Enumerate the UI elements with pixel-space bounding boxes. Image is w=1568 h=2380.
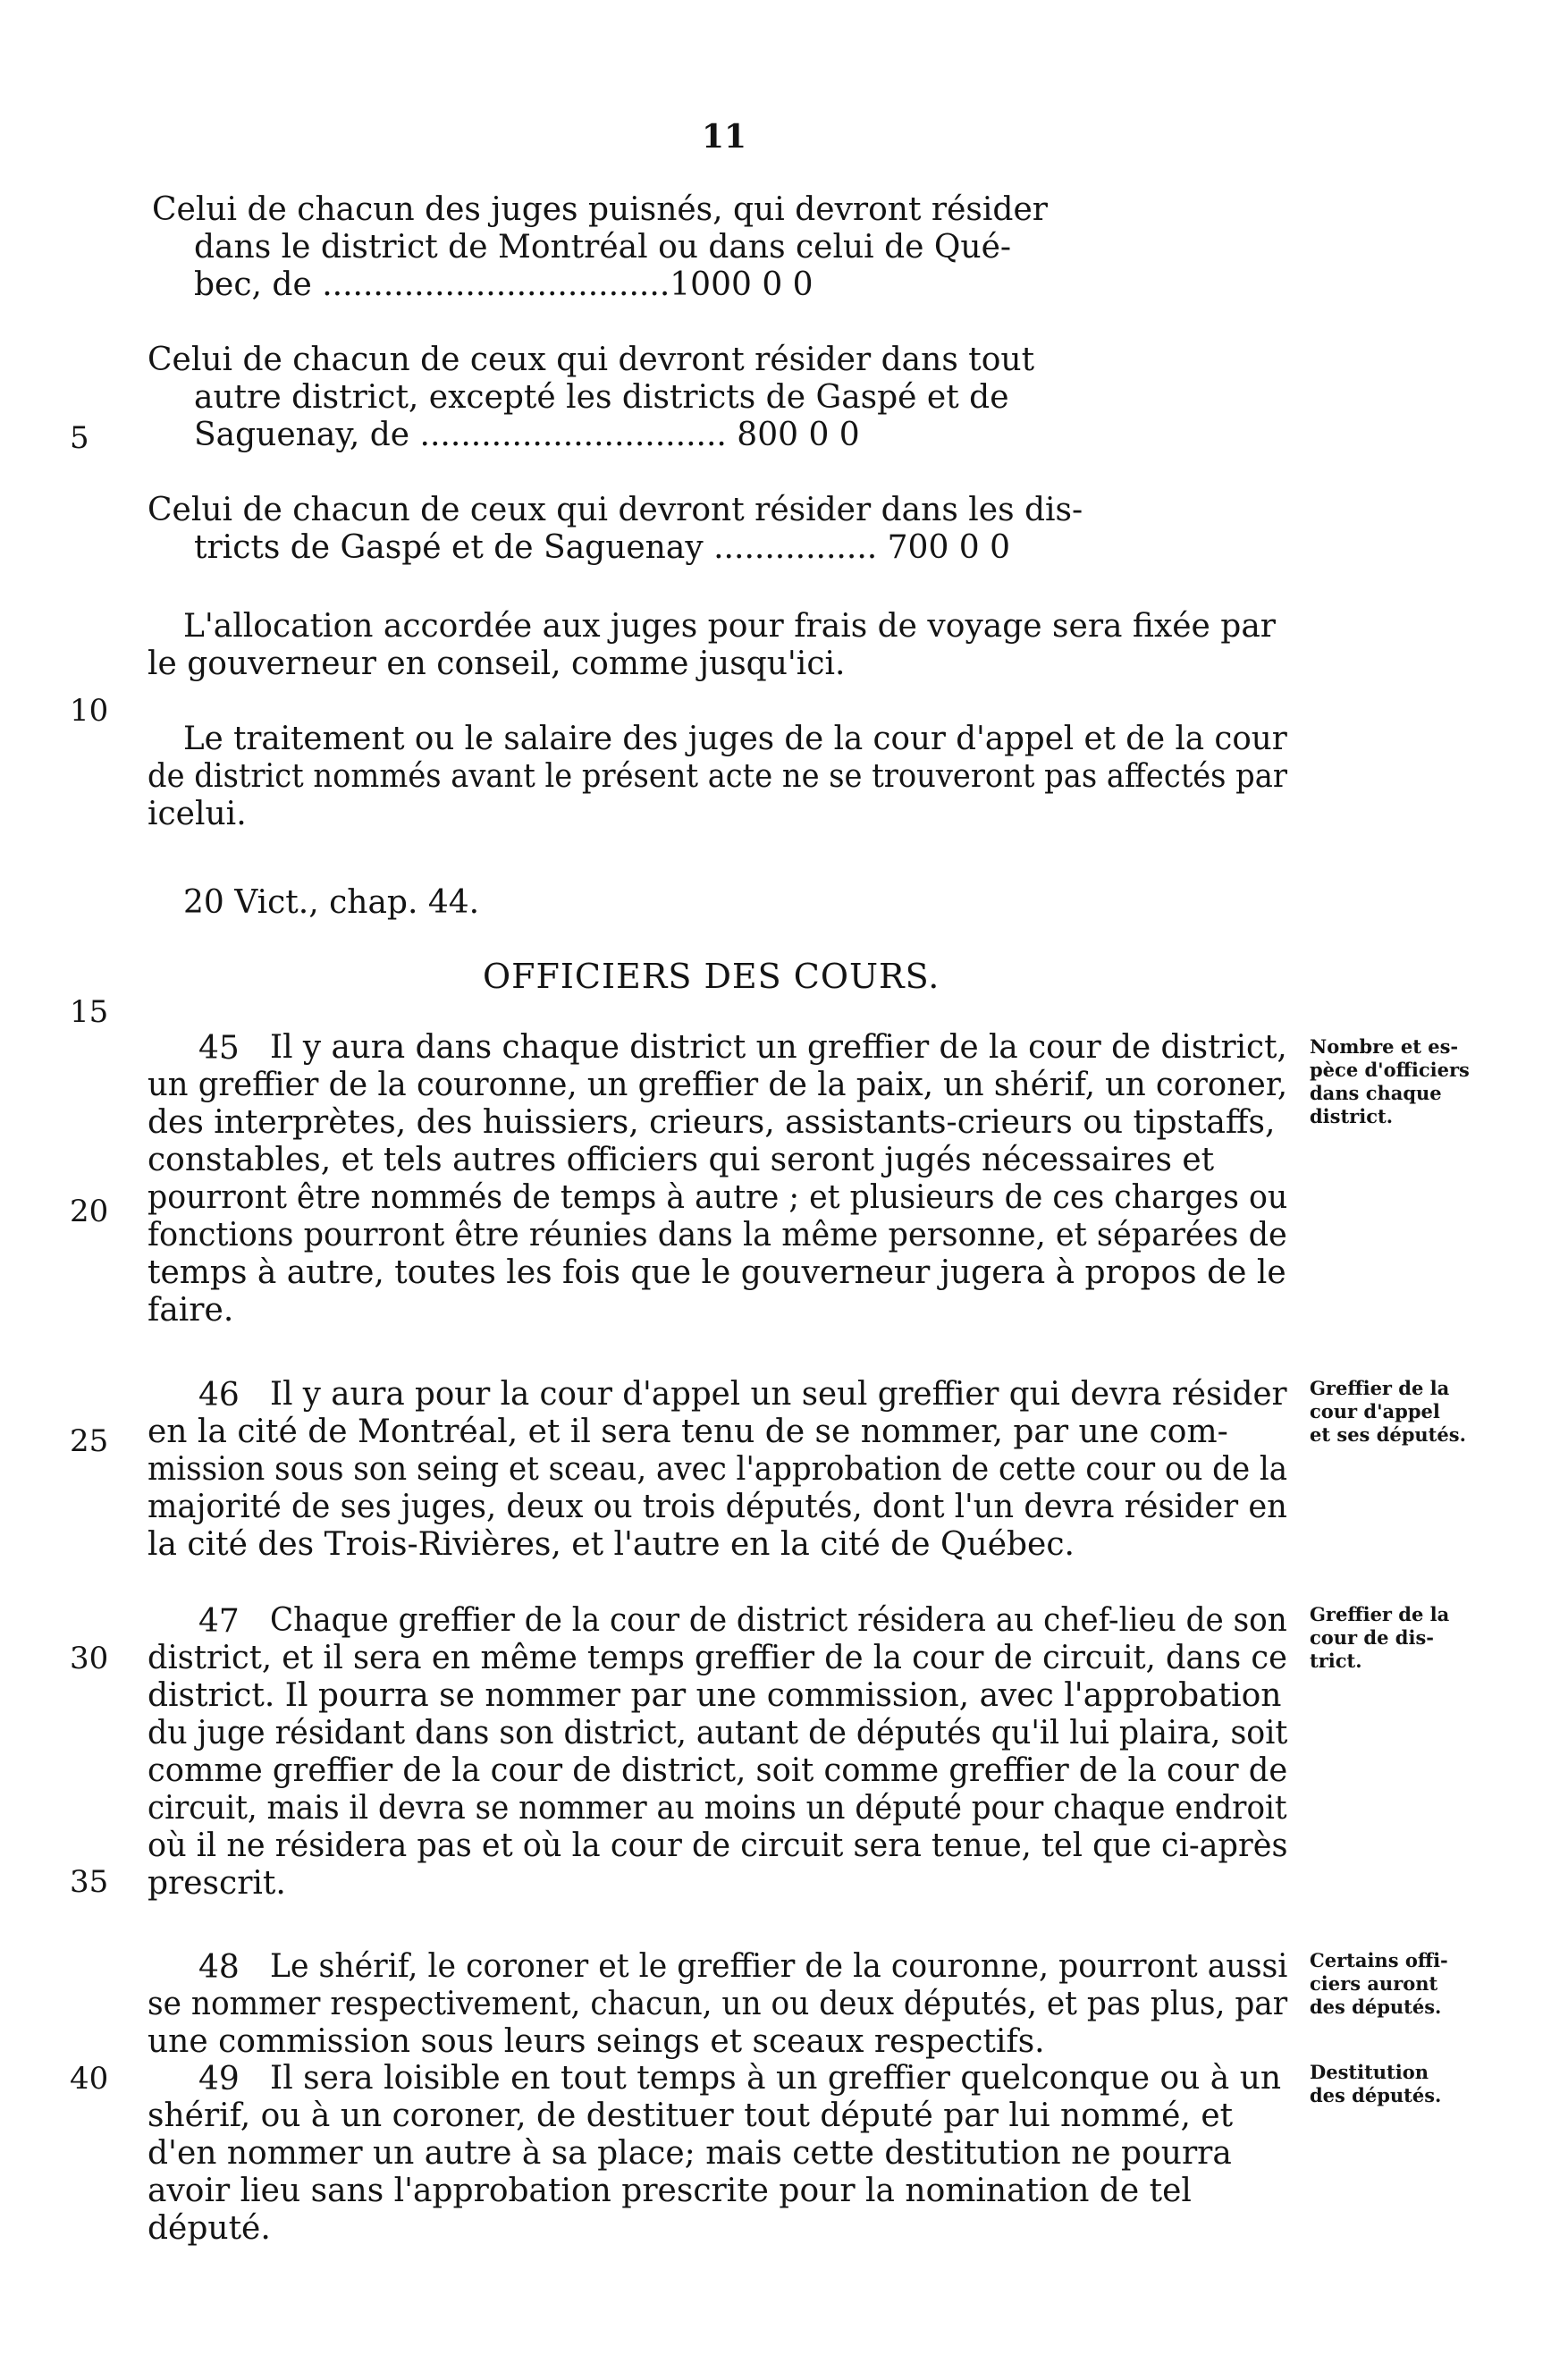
margin-note-line: dans chaque: [1310, 1082, 1442, 1104]
line-number: 40: [70, 2061, 109, 2097]
salary-line: autre district, excepté les districts de Gaspé et de: [194, 379, 1009, 416]
margin-note-line: pèce d'officiers: [1310, 1059, 1470, 1081]
margin-note: [1310, 1377, 1466, 1447]
section-line: se nommer respectivement, chacun, un ou deux députés, et pas plus, par: [148, 1986, 1288, 2022]
section-line: député.: [148, 2210, 271, 2247]
margin-note-line: cour de dis-: [1310, 1626, 1434, 1649]
line-number: 30: [70, 1641, 109, 1676]
section-line: faire.: [148, 1292, 234, 1329]
margin-note-line: et ses députés.: [1310, 1423, 1466, 1446]
section-number: 46: [198, 1377, 240, 1414]
section-line: du juge résidant dans son district, autant de députés qu'il lui plaira, soit: [148, 1715, 1288, 1751]
margin-note: [1310, 2061, 1441, 2107]
line-number: 10: [70, 693, 109, 729]
salary-line: Celui de chacun de ceux qui devront résider dans les dis-: [148, 492, 1083, 528]
section-line: circuit, mais il devra se nommer au moins un député pour chaque endroit: [148, 1790, 1287, 1827]
margin-note-line: Greffier de la: [1310, 1603, 1450, 1625]
paragraph-line: de district nommés avant le présent acte ne se trouveront pas affectés par: [148, 758, 1287, 795]
section-line: Il y aura pour la cour d'appel un seul greffier qui devra résider: [270, 1376, 1287, 1413]
section-number: 47: [198, 1603, 240, 1640]
section-line: avoir lieu sans l'approbation prescrite pour la nomination de tel: [148, 2173, 1192, 2209]
line-number: 5: [70, 420, 89, 456]
margin-note-line: des députés.: [1310, 2084, 1442, 2106]
section-line: comme greffier de la cour de district, soit comme greffier de la cour de: [148, 1752, 1288, 1789]
margin-note-line: cour d'appel: [1310, 1400, 1440, 1422]
section-line: prescrit.: [148, 1865, 286, 1902]
section-line: Chaque greffier de la cour de district résidera au chef-lieu de son: [270, 1602, 1287, 1639]
section-line: fonctions pourront être réunies dans la même personne, et séparées de: [148, 1217, 1287, 1253]
section-line: shérif, ou à un coroner, de destituer tout député par lui nommé, et: [148, 2097, 1234, 2134]
margin-note: [1310, 1949, 1448, 2019]
line-number: 20: [70, 1194, 109, 1229]
section-line: pourront être nommés de temps à autre ; et plusieurs de ces charges ou: [148, 1179, 1288, 1216]
section-line: en la cité de Montréal, et il sera tenu de se nommer, par une com-: [148, 1414, 1228, 1450]
section-line: mission sous son seing et sceau, avec l'approbation de cette cour ou de la: [148, 1451, 1288, 1488]
citation: 20 Vict., chap. 44.: [183, 884, 480, 921]
section-line: majorité de ses juges, deux ou trois députés, dont l'un devra résider en: [148, 1489, 1287, 1525]
salary-line: tricts de Gaspé et de Saguenay ................ 700 0 0: [194, 529, 1011, 566]
section-line: district. Il pourra se nommer par une commission, avec l'approbation: [148, 1677, 1282, 1714]
section-line: Il sera loisible en tout temps à un greffier quelconque ou à un: [270, 2060, 1282, 2097]
paragraph-line: L'allocation accordée aux juges pour frais de voyage sera fixée par: [183, 608, 1277, 645]
section-line: la cité des Trois-Rivières, et l'autre en la cité de Québec.: [148, 1526, 1075, 1563]
section-line: constables, et tels autres officiers qui seront jugés nécessaires et: [148, 1142, 1215, 1178]
paragraph-line: icelui.: [148, 796, 247, 832]
section-line: une commission sous leurs seings et sceaux respectifs.: [148, 2023, 1045, 2060]
salary-line: Celui de chacun des juges puisnés, qui devront résider: [152, 191, 1048, 228]
section-line: Le shérif, le coroner et le greffier de la couronne, pourront aussi: [270, 1948, 1288, 1985]
margin-note: [1310, 1035, 1470, 1128]
section-line: des interprètes, des huissiers, crieurs, assistants-crieurs ou tipstaffs,: [148, 1104, 1276, 1141]
margin-note-line: des députés.: [1310, 1996, 1442, 2018]
salary-line: bec, de ..................................1000 0 0: [194, 266, 814, 303]
section-line: d'en nommer un autre à sa place; mais cette destitution ne pourra: [148, 2135, 1232, 2172]
margin-note-line: district.: [1310, 1105, 1394, 1127]
section-line: temps à autre, toutes les fois que le gouverneur jugera à propos de le: [148, 1254, 1286, 1291]
paragraph-line: Le traitement ou le salaire des juges de la cour d'appel et de la cour: [183, 721, 1287, 757]
section-line: Il y aura dans chaque district un greffier de la cour de district,: [270, 1029, 1287, 1066]
section-number: 49: [198, 2061, 240, 2097]
margin-note-line: Certains offi-: [1310, 1949, 1448, 1971]
line-number: 15: [70, 994, 109, 1030]
section-number: 48: [198, 1949, 240, 1986]
margin-note-line: ciers auront: [1310, 1972, 1438, 1995]
section-line: un greffier de la couronne, un greffier de la paix, un shérif, un coroner,: [148, 1067, 1288, 1103]
line-number: 35: [70, 1864, 109, 1900]
salary-line: dans le district de Montréal ou dans celui de Qué-: [194, 229, 1012, 266]
section-line: où il ne résidera pas et où la cour de circuit sera tenue, tel que ci-après: [148, 1827, 1288, 1864]
margin-note-line: Nombre et es-: [1310, 1035, 1459, 1058]
section-heading: OFFICIERS DES COURS.: [483, 957, 940, 996]
salary-line: Celui de chacun de ceux qui devront résider dans tout: [148, 342, 1035, 378]
section-line: district, et il sera en même temps greffier de la cour de circuit, dans ce: [148, 1640, 1287, 1676]
page-number: 11: [702, 118, 747, 156]
margin-note-line: Greffier de la: [1310, 1377, 1450, 1399]
paragraph-line: le gouverneur en conseil, comme jusqu'ici.: [148, 646, 846, 682]
margin-note-line: trict.: [1310, 1650, 1362, 1672]
margin-note: [1310, 1603, 1449, 1673]
margin-note-line: Destitution: [1310, 2061, 1429, 2083]
line-number: 25: [70, 1423, 109, 1459]
salary-line: Saguenay, de .............................. 800 0 0: [194, 417, 860, 453]
section-number: 45: [198, 1030, 240, 1067]
